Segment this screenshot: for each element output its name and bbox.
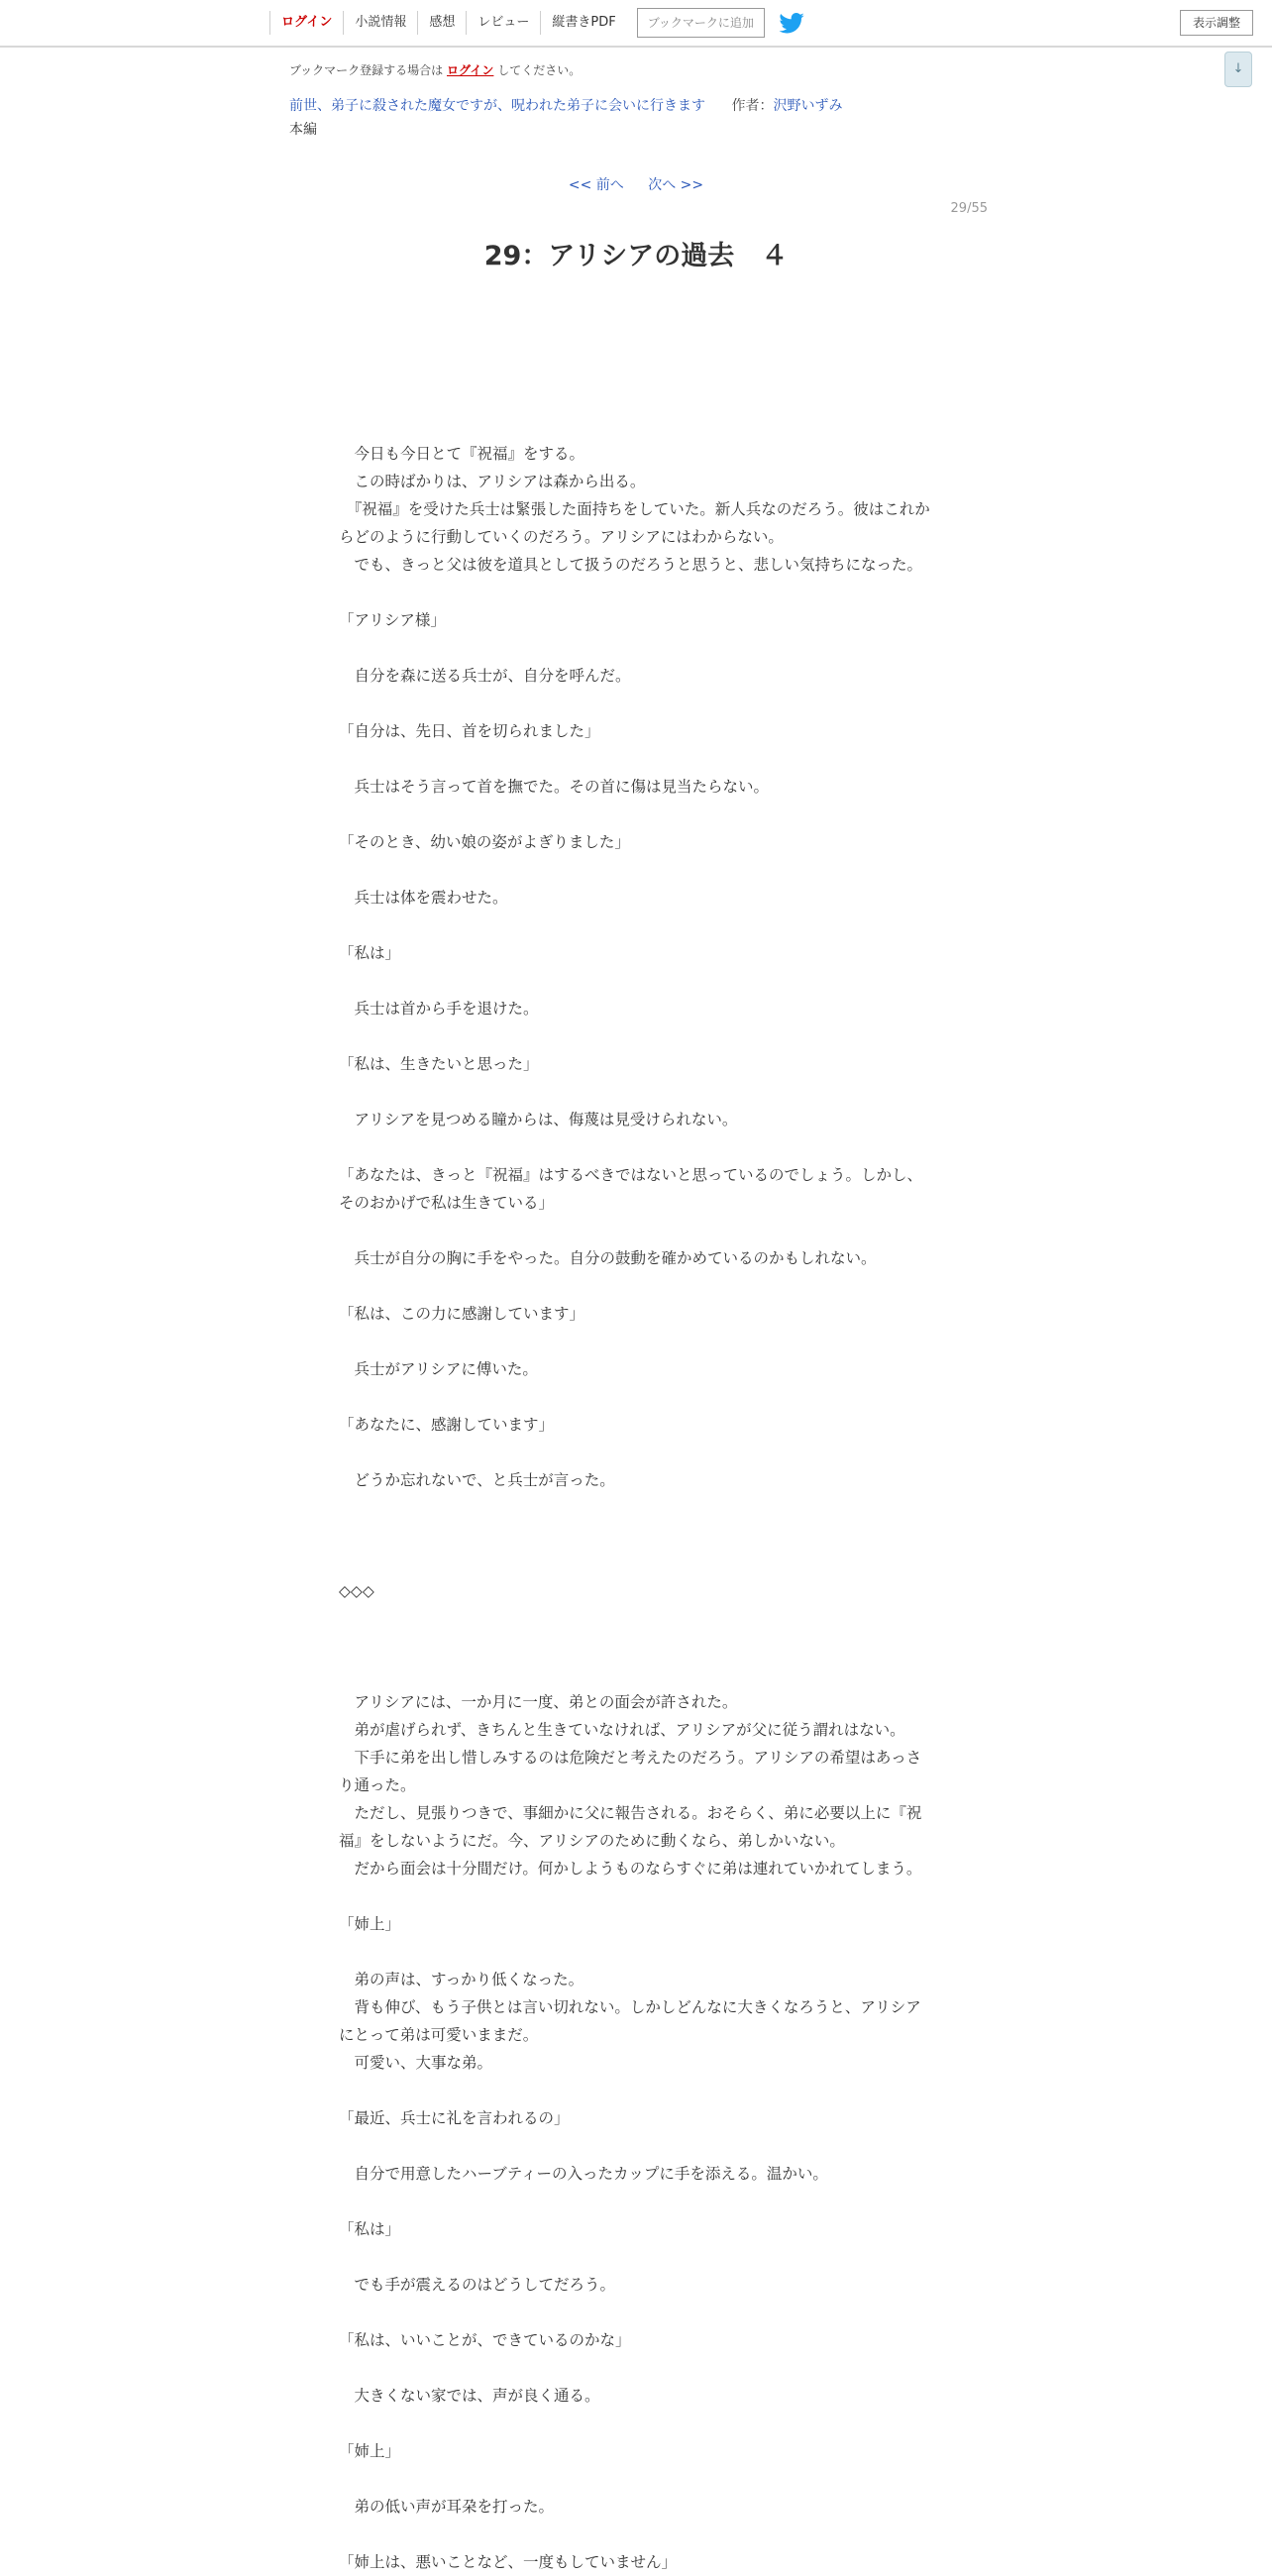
- body-line: 可愛い、大事な弟。: [339, 2054, 493, 2072]
- bookmark-note-suffix: してください。: [497, 63, 582, 77]
- body-line: [339, 579, 933, 606]
- body-line: [339, 856, 933, 884]
- body-line: 「私は」: [339, 2220, 401, 2238]
- body-line: [339, 2354, 933, 2382]
- body-line: [339, 2410, 933, 2437]
- nav-login-link[interactable]: ログイン: [269, 11, 343, 35]
- next-episode-link[interactable]: 次へ >>: [648, 177, 704, 193]
- body-line: [339, 2243, 933, 2271]
- body-line: 「私は、生きたいと思った」: [339, 1055, 539, 1073]
- episode-pager: [0, 174, 1272, 194]
- author-link[interactable]: 沢野いずみ: [773, 98, 843, 114]
- body-line: 「自分は、先日、首を切られました」: [339, 722, 600, 740]
- nav-novel-info-link[interactable]: 小説情報: [343, 11, 417, 35]
- body-line: でも、きっと父は彼を道具として扱うのだろうと思うと、悲しい気持ちになった。: [339, 556, 923, 574]
- author-label: 作者：: [731, 98, 774, 114]
- body-line: [339, 1383, 933, 1411]
- body-line: 「あなたは、きっと『祝福』はするべきではないと思っているのでしょう。しかし、そのおかげで私は生きている」: [339, 1166, 923, 1212]
- body-line: [339, 690, 933, 717]
- nav-vertical-pdf-link[interactable]: 縦書きPDF: [540, 11, 626, 35]
- body-line: [339, 634, 933, 662]
- body-line: 弟が虐げられず、きちんと生きていなければ、アリシアが父に従う謂れはない。: [339, 1721, 905, 1739]
- body-line: 兵士は体を震わせた。: [339, 889, 508, 907]
- body-line: [339, 2077, 933, 2104]
- prev-episode-link[interactable]: << 前へ: [568, 177, 624, 193]
- body-line: [339, 2188, 933, 2215]
- body-line: [339, 1217, 933, 1244]
- novel-info-line: [289, 95, 842, 115]
- body-line: 「私は、この力に感謝しています」: [339, 1305, 585, 1323]
- nav-review-link[interactable]: レビュー: [466, 11, 540, 35]
- body-line: [339, 412, 933, 440]
- body-line: [339, 1439, 933, 1466]
- body-line: ◇◇◇: [339, 1582, 374, 1600]
- body-line: 下手に弟を出し惜しみするのは危険だと考えたのだろう。アリシアの希望はあっさり通った。: [339, 1749, 922, 1794]
- body-line: 弟の低い声が耳朶を打った。: [339, 2498, 555, 2516]
- main-nav: [269, 0, 804, 46]
- body-line: [339, 1633, 933, 1661]
- body-line: [339, 1133, 933, 1161]
- body-line: [339, 1494, 933, 1522]
- body-line: でも手が震えるのはどうしてだろう。: [339, 2276, 616, 2294]
- episode-count: 29/55: [950, 201, 988, 216]
- body-line: 弟の声は、すっかり低くなった。: [339, 1971, 584, 1988]
- body-line: 「私は、いいことが、できているのかな」: [339, 2331, 631, 2349]
- body-line: どうか忘れないで、と兵士が言った。: [339, 1471, 615, 1489]
- body-line: 兵士は首から手を退けた。: [339, 1000, 539, 1018]
- body-line: この時ばかりは、アリシアは森から出る。: [339, 473, 646, 490]
- body-line: ただし、見張りつきで、事細かに父に報告される。おそらく、弟に必要以上に『祝福』をしないようにだ。今、アリシアのために動くなら、弟しかいない。: [339, 1804, 922, 1850]
- body-line: [339, 384, 933, 412]
- body-line: 兵士が自分の胸に手をやった。自分の鼓動を確かめているのかもしれない。: [339, 1249, 877, 1267]
- body-line: [339, 1522, 933, 1550]
- body-line: だから面会は十分間だけ。何かしようものならすぐに弟は連れていかれてしまう。: [339, 1860, 922, 1878]
- body-line: [339, 967, 933, 995]
- display-settings-button[interactable]: 表示調整: [1180, 10, 1253, 36]
- body-line: [339, 1078, 933, 1106]
- novel-body-text: [339, 357, 933, 2576]
- body-line: アリシアには、一か月に一度、弟との面会が許された。: [339, 1693, 738, 1711]
- body-line: アリシアを見つめる瞳からは、侮蔑は見受けられない。: [339, 1111, 738, 1128]
- body-line: 大きくない家では、声が良く通る。: [339, 2387, 600, 2405]
- body-line: 「姉上」: [339, 1915, 401, 1933]
- chapter-title: 29：アリシアの過去 ４: [483, 241, 789, 271]
- body-line: [339, 1272, 933, 1300]
- body-line: 『祝福』を受けた兵士は緊張した面持ちをしていた。新人兵なのだろう。彼はこれからどのように行動していくのだろう。アリシアにはわからない。: [339, 500, 930, 546]
- body-line: 今日も今日とて『祝福』をする。: [339, 445, 585, 463]
- body-line: [339, 1022, 933, 1050]
- twitter-icon[interactable]: [779, 12, 804, 34]
- body-line: [339, 357, 933, 384]
- body-line: [339, 801, 933, 828]
- body-line: [339, 1328, 933, 1355]
- novel-title-link[interactable]: 前世、弟子に殺された魔女ですが、呪われた弟子に会いに行きます: [289, 98, 705, 114]
- bookmark-note-prefix: ブックマーク登録する場合は: [289, 63, 444, 77]
- body-line: [339, 912, 933, 939]
- body-line: [339, 1661, 933, 1688]
- body-line: [339, 1938, 933, 1966]
- add-bookmark-button[interactable]: ブックマークに追加: [637, 8, 765, 38]
- body-line: 「最近、兵士に礼を言われるの」: [339, 2109, 570, 2127]
- body-line: [339, 1550, 933, 1577]
- body-line: [339, 745, 933, 773]
- bookmark-login-link[interactable]: ログイン: [447, 63, 494, 77]
- chapter-label: 本編: [289, 122, 317, 138]
- body-line: 兵士はそう言って首を撫でた。その首に傷は見当たらない。: [339, 778, 770, 796]
- body-line: [339, 2132, 933, 2160]
- nav-impressions-link[interactable]: 感想: [417, 11, 466, 35]
- body-line: 「姉上は、悪いことなど、一度もしていません」: [339, 2553, 678, 2571]
- body-line: [339, 1605, 933, 1633]
- body-line: 兵士がアリシアに傅いた。: [339, 1360, 538, 1378]
- body-line: 自分を森に送る兵士が、自分を呼んだ。: [339, 667, 631, 685]
- body-line: 「私は」: [339, 944, 401, 962]
- body-line: 背も伸び、もう子供とは言い切れない。しかしどんなに大きくなろうと、アリシアにとって弟は可愛いままだ。: [339, 1998, 921, 2044]
- scroll-down-button[interactable]: ↓: [1224, 52, 1252, 87]
- bookmark-login-note: [289, 61, 581, 78]
- top-navigation-bar: [0, 0, 1272, 48]
- body-line: 「そのとき、幼い娘の姿がよぎりました」: [339, 833, 630, 851]
- body-line: [339, 2299, 933, 2326]
- body-line: [339, 1882, 933, 1910]
- body-line: 自分で用意したハーブティーの入ったカップに手を添える。温かい。: [339, 2165, 828, 2183]
- body-line: 「姉上」: [339, 2442, 401, 2460]
- body-line: [339, 2465, 933, 2493]
- body-line: 「あなたに、感謝しています」: [339, 1416, 555, 1434]
- body-line: 「アリシア様」: [339, 611, 446, 629]
